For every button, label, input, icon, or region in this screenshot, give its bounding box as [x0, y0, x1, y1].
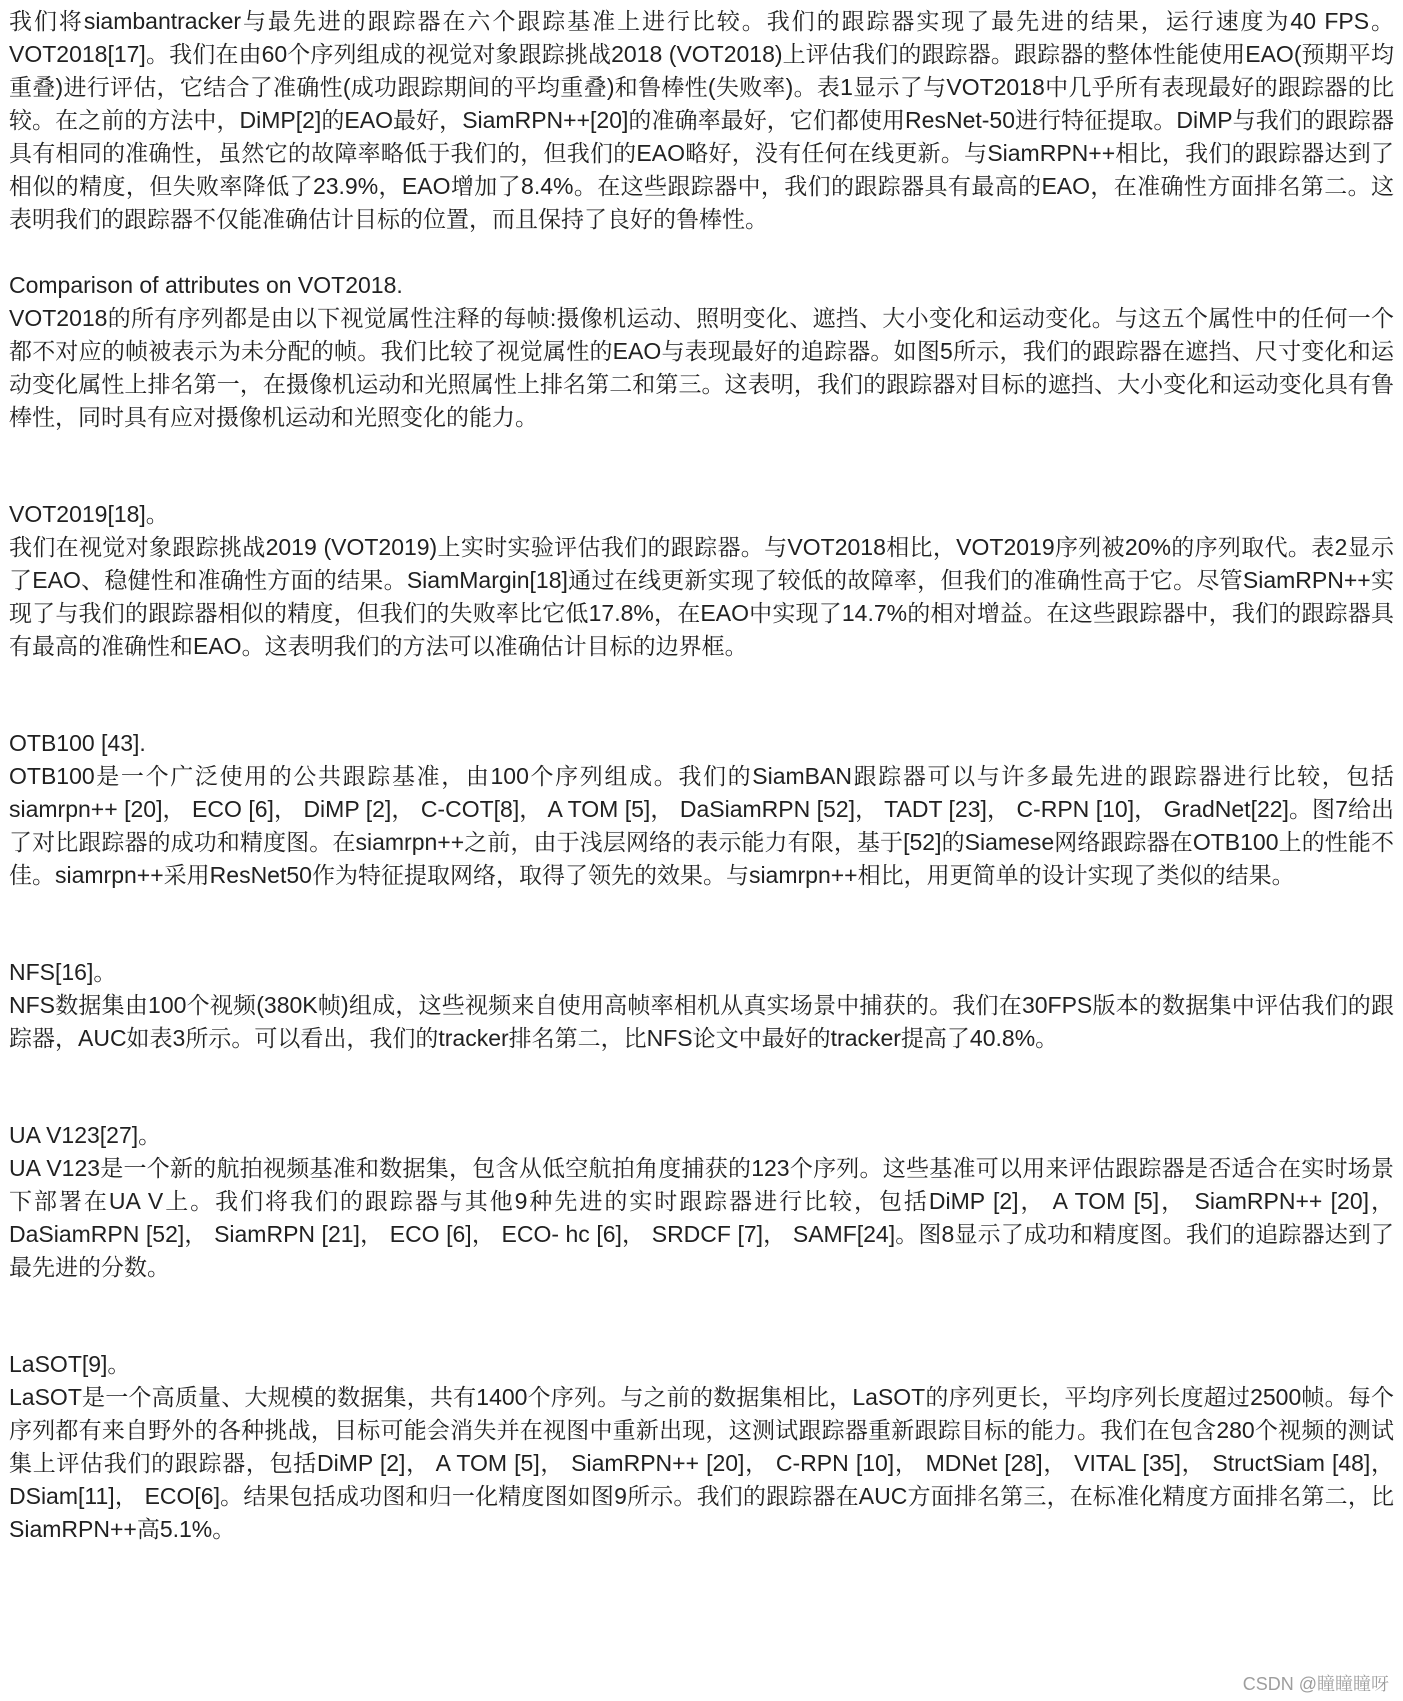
paragraph-text: LaSOT是一个高质量、大规模的数据集，共有1400个序列。与之前的数据集相比，LaSOT的序列更长，平均序列长度超过2500帧。每个序列都有来自野外的各种挑战，目标可能会消失并在视图中重新出现，这测试跟踪器重新跟踪目标的能力。我们在包含280个视频的测试集上评估我们的跟踪器，包括DiMP [2]， A TOM [5]， SiamRPN++ [20]， C-RPN [10]， MDNet [28]， VITAL [35]， StructSiam [48]， DSiam[11]， ECO[6]。结果包括成功图和归一化精度图如图9所示。我们的跟踪器在AUC方面排名第三，在标准化精度方面排名第二，比SiamRPN++高5.1%。: [9, 1384, 1394, 1542]
section-heading: OTB100 [43].: [9, 730, 146, 756]
section-vot2018-attributes: [9, 269, 1394, 434]
section-heading: Comparison of attributes on VOT2018.: [9, 272, 403, 298]
section-lasot: [9, 1348, 1394, 1546]
section-uav123: [9, 1119, 1394, 1284]
section-heading: UA V123[27]。: [9, 1122, 162, 1148]
section-heading: LaSOT[9]。: [9, 1351, 131, 1377]
paragraph-text: NFS数据集由100个视频(380K帧)组成，这些视频来自使用高帧率相机从真实场景中捕获的。我们在30FPS版本的数据集中评估我们的跟踪器，AUC如表3所示。可以看出，我们的tracker排名第二，比NFS论文中最好的tracker提高了40.8%。: [9, 992, 1394, 1051]
section-otb100: [9, 727, 1394, 892]
section-vot2019: [9, 498, 1394, 663]
paragraph-text: UA V123是一个新的航拍视频基准和数据集，包含从低空航拍角度捕获的123个序列。这些基准可以用来评估跟踪器是否适合在实时场景下部署在UA V上。我们将我们的跟踪器与其他9种先进的实时跟踪器进行比较，包括DiMP [2]， A TOM [5]， SiamRPN++ [20]， DaSiamRPN [52]， SiamRPN [21]， ECO [6]， ECO- hc [6]， SRDCF [7]， SAMF[24]。图8显示了成功和精度图。我们的追踪器达到了最先进的分数。: [9, 1155, 1394, 1280]
paragraph-text: 我们将siambantracker与最先进的跟踪器在六个跟踪基准上进行比较。我们的跟踪器实现了最先进的结果，运行速度为40 FPS。VOT2018[17]。我们在由60个序列组成的视觉对象跟踪挑战2018 (VOT2018)上评估我们的跟踪器。跟踪器的整体性能使用EAO(预期平均重叠)进行评估，它结合了准确性(成功跟踪期间的平均重叠)和鲁棒性(失败率)。表1显示了与VOT2018中几乎所有表现最好的跟踪器的比较。在之前的方法中，DiMP[2]的EAO最好，SiamRPN++[20]的准确率最好，它们都使用ResNet-50进行特征提取。DiMP与我们的跟踪器具有相同的准确性，虽然它的故障率略低于我们的，但我们的EAO略好，没有任何在线更新。与SiamRPN++相比，我们的跟踪器达到了相似的精度，但失败率降低了23.9%，EAO增加了8.4%。在这些跟踪器中，我们的跟踪器具有最高的EAO，在准确性方面排名第二。这表明我们的跟踪器不仅能准确估计目标的位置，而且保持了良好的鲁棒性。: [9, 8, 1394, 232]
section-heading: VOT2019[18]。: [9, 501, 169, 527]
section-heading: NFS[16]。: [9, 959, 117, 985]
intro-paragraph: [9, 5, 1394, 236]
paragraph-text: OTB100是一个广泛使用的公共跟踪基准，由100个序列组成。我们的SiamBAN跟踪器可以与许多最先进的跟踪器进行比较，包括siamrpn++ [20]， ECO [6]， DiMP [2]， C-COT[8]， A TOM [5]， DaSiamRPN [52]， TADT [23]， C-RPN [10]， GradNet[22]。图7给出了对比跟踪器的成功和精度图。在siamrpn++之前，由于浅层网络的表示能力有限，基于[52]的Siamese网络跟踪器在OTB100上的性能不佳。siamrpn++采用ResNet50作为特征提取网络，取得了领先的效果。与siamrpn++相比，用更简单的设计实现了类似的结果。: [9, 763, 1394, 888]
paragraph-text: VOT2018的所有序列都是由以下视觉属性注释的每帧:摄像机运动、照明变化、遮挡、大小变化和运动变化。与这五个属性中的任何一个都不对应的帧被表示为未分配的帧。我们比较了视觉属性的EAO与表现最好的追踪器。如图5所示，我们的跟踪器在遮挡、尺寸变化和运动变化属性上排名第一，在摄像机运动和光照属性上排名第二和第三。这表明，我们的跟踪器对目标的遮挡、大小变化和运动变化具有鲁棒性，同时具有应对摄像机运动和光照变化的能力。: [9, 305, 1394, 430]
csdn-watermark: CSDN @瞳瞳瞳呀: [1242, 1674, 1389, 1694]
paragraph-text: 我们在视觉对象跟踪挑战2019 (VOT2019)上实时实验评估我们的跟踪器。与VOT2018相比，VOT2019序列被20%的序列取代。表2显示了EAO、稳健性和准确性方面的结果。SiamMargin[18]通过在线更新实现了较低的故障率，但我们的准确性高于它。尽管SiamRPN++实现了与我们的跟踪器相似的精度，但我们的失败率比它低17.8%，在EAO中实现了14.7%的相对增益。在这些跟踪器中，我们的跟踪器具有最高的准确性和EAO。这表明我们的方法可以准确估计目标的边界框。: [9, 534, 1394, 659]
section-nfs: [9, 956, 1394, 1055]
